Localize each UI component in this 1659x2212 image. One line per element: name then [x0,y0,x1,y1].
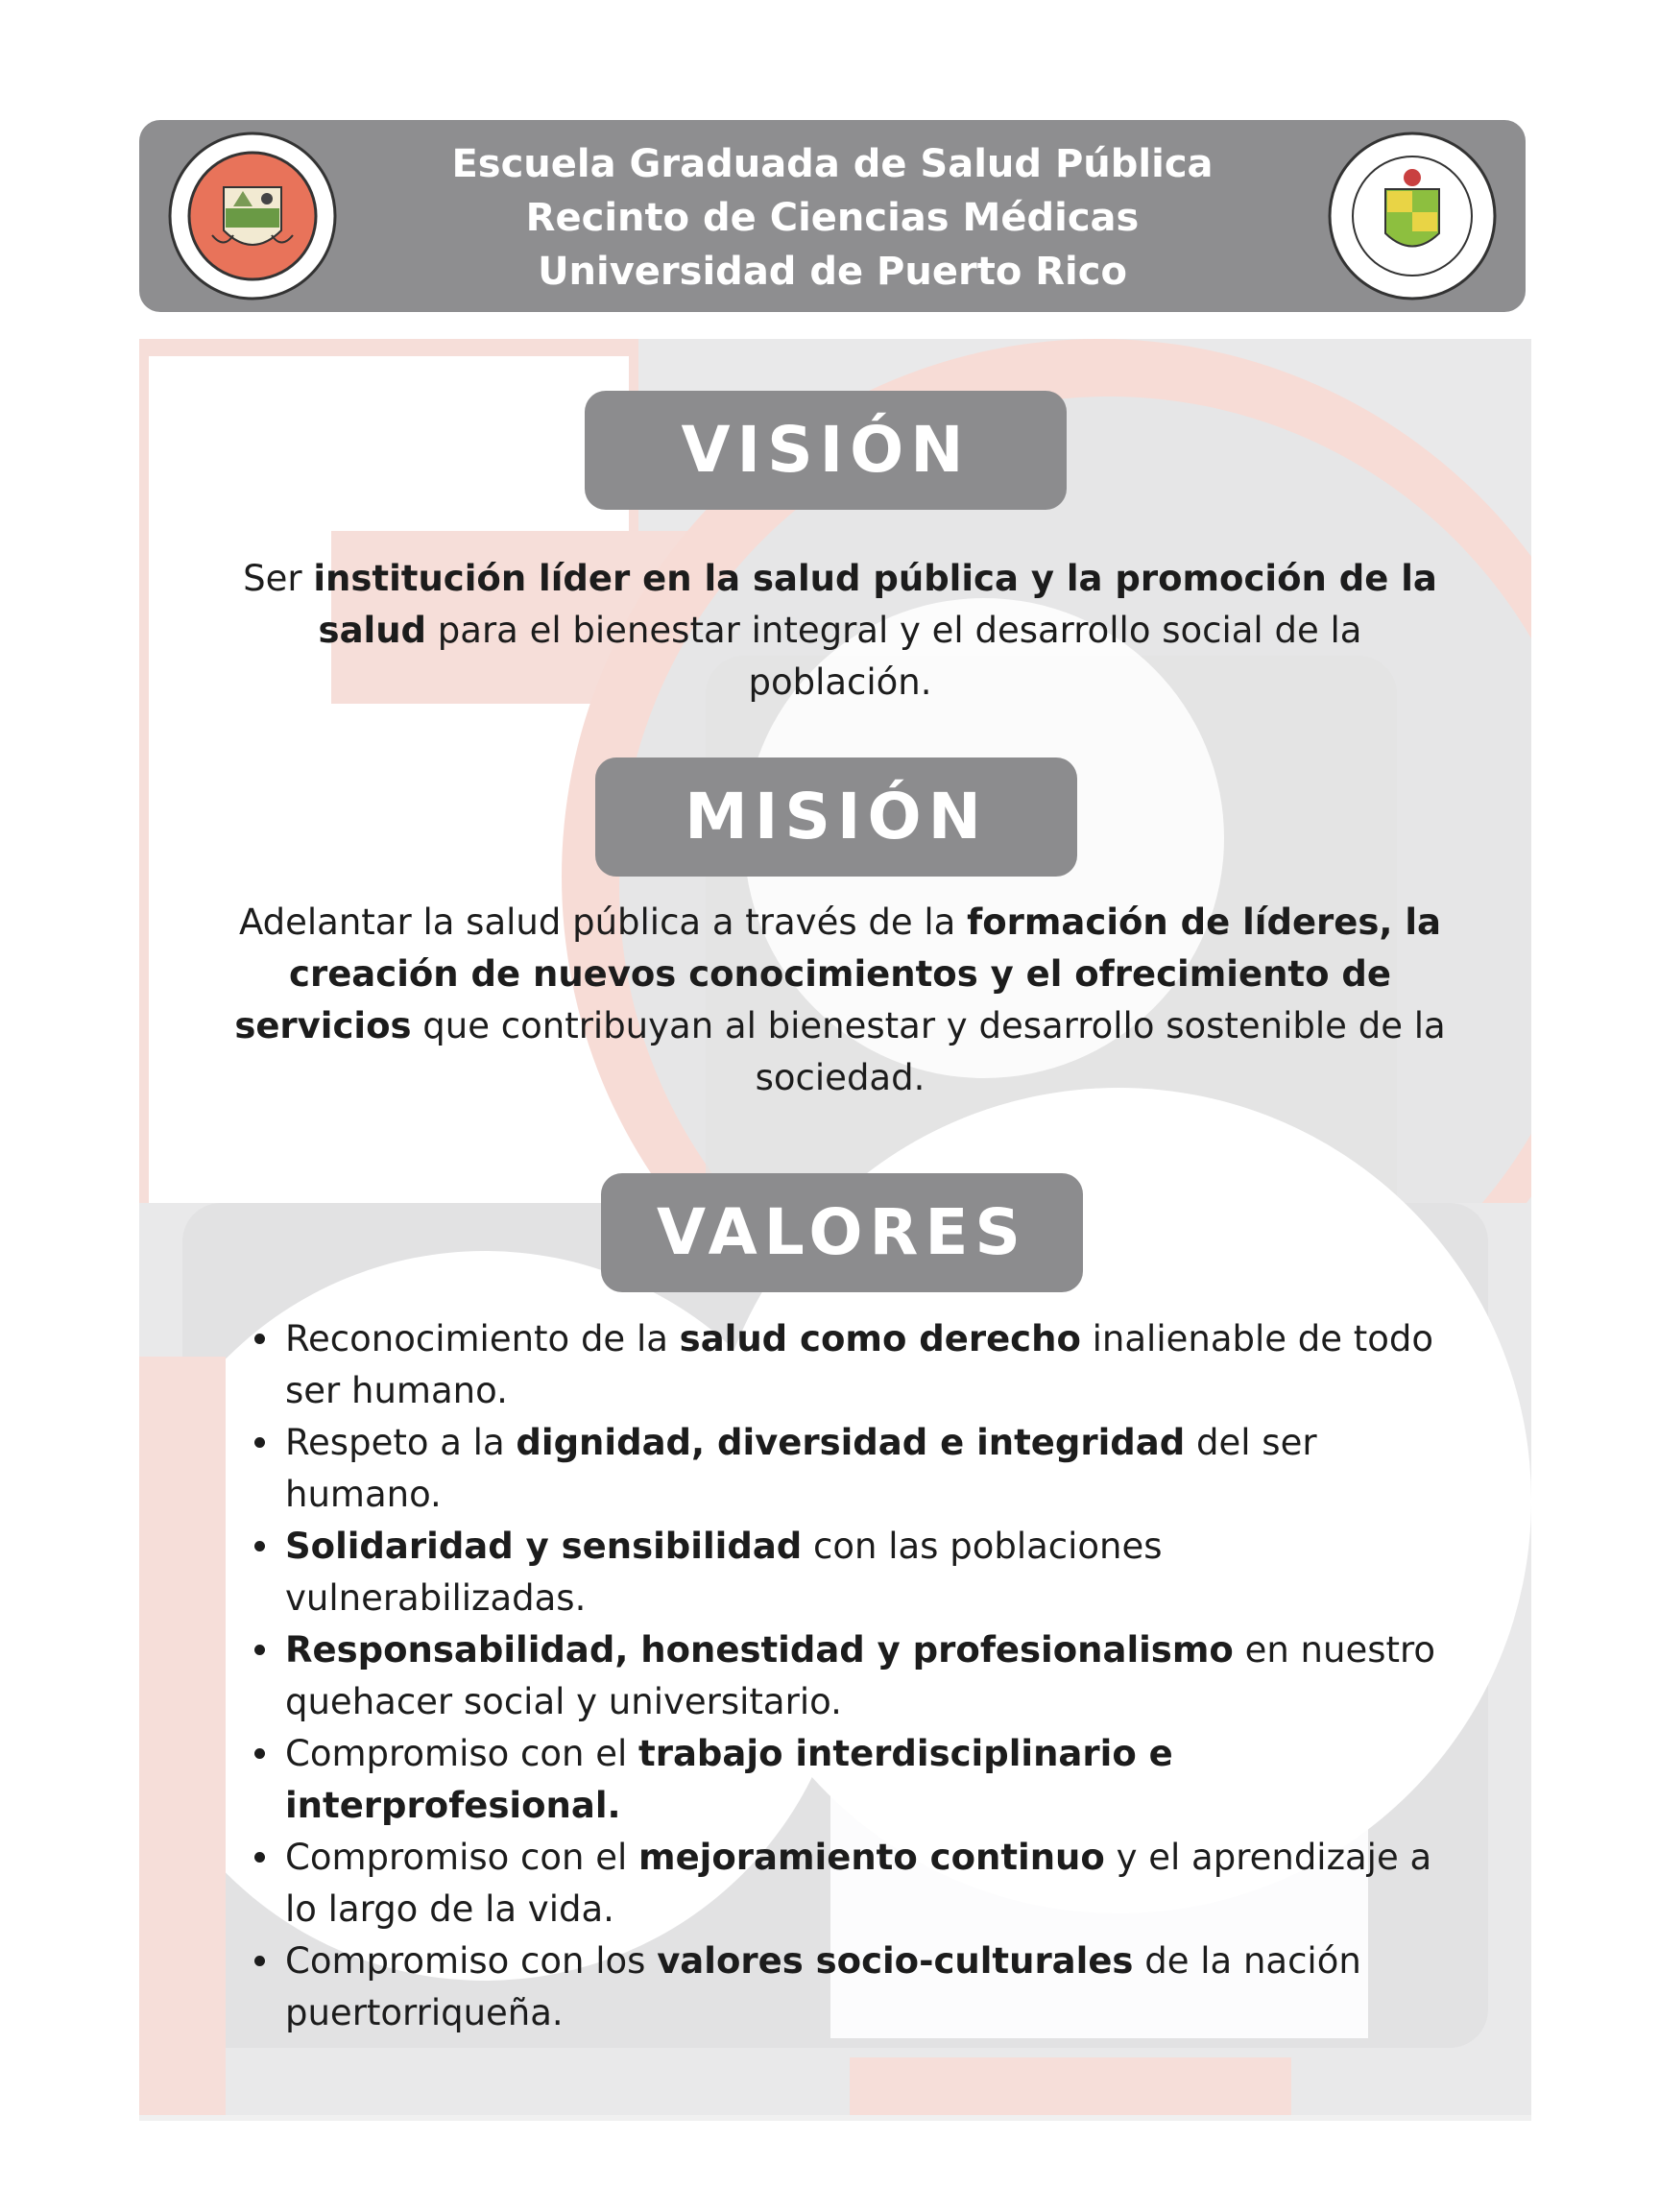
text-segment: Reconocimiento de la [285,1318,680,1359]
valor-list-item [245,1624,1455,1728]
valores-list [245,1313,1455,2039]
vision-text [240,553,1440,709]
text-segment: Compromiso con el [285,1733,639,1774]
text-segment: Ser [243,558,314,599]
text-segment: que contribuyan al bienestar y desarrollo sostenible de la sociedad. [411,1005,1446,1098]
bold-text-segment: dignidad, diversidad e integridad [516,1422,1186,1463]
valor-list-item [245,1936,1455,2039]
bold-text-segment: formación de líderes, la creación de nuevos conocimientos y el ofrecimiento de servicios [234,902,1442,1046]
header-banner [139,120,1526,312]
mision-text [221,897,1459,1104]
header-line-campus: Recinto de Ciencias Médicas [525,196,1140,240]
bullet-icon [254,1437,265,1448]
valor-list-item [245,1521,1455,1624]
text-segment: inalienable de todo ser humano. [285,1318,1434,1411]
campus-seal-icon [1326,130,1499,302]
bold-text-segment: Responsabilidad, honestidad y profesionalismo [285,1629,1234,1671]
header-title [139,137,1526,299]
bold-text-segment: trabajo interdisciplinario e interprofesional. [285,1733,1173,1826]
bold-text-segment: Solidaridad y sensibilidad [285,1526,803,1567]
valor-list-item [245,1417,1455,1521]
text-segment: Compromiso con el [285,1837,639,1878]
text-segment: Adelantar la salud pública a través de la [238,902,968,943]
text-segment: y el aprendizaje a lo largo de la vida. [285,1837,1432,1930]
bold-text-segment: salud como derecho [679,1318,1081,1359]
bold-text-segment: mejoramiento continuo [638,1837,1105,1878]
bullet-icon [254,1748,265,1759]
header-line-school: Escuela Graduada de Salud Pública [451,142,1214,186]
bold-text-segment: valores socio-culturales [657,1940,1134,1982]
text-segment: con las poblaciones vulnerabilizadas. [285,1526,1163,1619]
text-segment: Respeto a la [285,1422,517,1463]
mision-heading: MISIÓN [595,757,1077,877]
valor-list-item [245,1313,1455,1417]
bullet-icon [254,1541,265,1551]
text-segment: Compromiso con los [285,1940,658,1982]
valores-heading: VALORES [601,1173,1083,1292]
text-segment: de la nación puertorriqueña. [285,1940,1361,2033]
vision-heading: VISIÓN [585,391,1067,510]
header-line-university: Universidad de Puerto Rico [538,250,1127,294]
bullet-icon [254,1852,265,1863]
bullet-icon [254,1956,265,1966]
text-segment: para el bienestar integral y el desarrollo social de la población. [426,610,1362,703]
bullet-icon [254,1645,265,1655]
bold-text-segment: institución líder en la salud pública y la promoción de la salud [313,558,1437,651]
valor-list-item [245,1832,1455,1936]
valor-list-item [245,1728,1455,1832]
bullet-icon [254,1334,265,1344]
text-segment: en nuestro quehacer social y universitario. [285,1629,1436,1722]
text-segment: del ser humano. [285,1422,1317,1515]
